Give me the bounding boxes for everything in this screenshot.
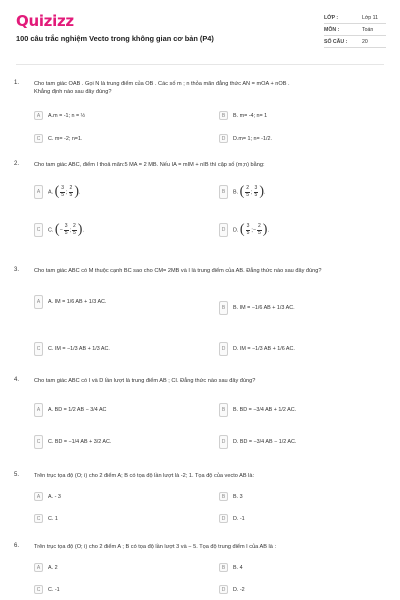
option-text: D.m= 1; n= -1/2. <box>233 135 272 142</box>
meta-value: 20 <box>362 38 368 45</box>
option-text: C. (− $\frac{3}{5}$ ; $\frac{2}{5}$ ). <box>48 222 84 237</box>
option-text <box>48 407 106 413</box>
numerator: 3 <box>246 223 250 229</box>
option-label: A. <box>48 407 54 413</box>
option-key: A <box>34 403 43 417</box>
option-b[interactable] <box>219 403 296 417</box>
option-label: B. <box>233 189 239 196</box>
option-key: D <box>219 134 228 143</box>
option-key: C <box>34 342 43 356</box>
option-key: A <box>34 111 43 120</box>
option-text: A.m = -1; n = ½ <box>48 112 86 119</box>
sign: − <box>252 227 257 234</box>
option-key: B <box>219 301 228 315</box>
numerator: 2 <box>258 223 261 229</box>
option-text <box>233 439 296 445</box>
option-text: B. 3 <box>233 493 243 500</box>
numerator: 3 <box>64 223 68 229</box>
paren-open: ( <box>54 184 60 199</box>
fraction <box>246 224 251 236</box>
meta-value: Toán <box>362 26 374 33</box>
option-expression: BD = 1/2 AB − 3/4 AC <box>54 407 107 413</box>
option-d[interactable] <box>219 514 245 523</box>
question-text-line: Khẳng định nào sau đây đúng? <box>34 89 112 95</box>
option-label: D. <box>233 439 239 445</box>
option-b[interactable] <box>219 301 295 315</box>
option-b[interactable] <box>219 185 266 199</box>
option-c[interactable] <box>34 435 111 449</box>
option-key: C <box>34 223 43 237</box>
option-text: C. 1 <box>48 515 58 522</box>
question-text-line: Trên trục tọa độ (O; i) cho 2 điểm A ; B có tọa độ lần lượt 3 và − 5. Tọa độ trung điểm I của AB là : <box>34 544 277 550</box>
question-2 <box>14 161 386 256</box>
fraction <box>257 224 262 236</box>
quizizz-logo[interactable]: Quizizz <box>16 12 74 30</box>
option-d[interactable] <box>219 223 269 237</box>
question-6 <box>14 543 386 600</box>
paren-open: ( <box>239 184 245 199</box>
question-3 <box>14 267 386 367</box>
option-text: C. m= -2; n=1. <box>48 135 83 142</box>
option-d[interactable] <box>219 585 245 594</box>
option-key: A <box>34 563 43 572</box>
option-text <box>48 299 106 305</box>
question-number: 3. <box>14 267 20 273</box>
option-label: B. <box>233 305 239 311</box>
option-expression: IM = −1/3 AB + 1/6 AC. <box>239 346 295 352</box>
question-text <box>34 377 374 385</box>
paren-close: ) <box>77 222 83 237</box>
option-c[interactable] <box>34 585 60 594</box>
option-key: D <box>219 435 228 449</box>
meta-key: SỐ CÂU : <box>324 38 348 45</box>
option-label: A. <box>48 299 54 305</box>
option-c[interactable] <box>34 134 82 143</box>
denominator: 5 <box>69 191 73 198</box>
denominator: 5 <box>61 191 65 198</box>
option-text: D. -2 <box>233 586 245 593</box>
meta-value: Lớp 11 <box>362 14 378 21</box>
question-text <box>34 472 374 480</box>
option-label: C. <box>48 346 54 352</box>
option-text <box>48 346 110 352</box>
question-text-line: Cho tam giác ABC, điểm I thoả mãn:5 MA = 2 MB. Nếu IA = mIM + nIB thì cặp số (m;n) bằng: <box>34 162 265 168</box>
meta-info-box <box>324 12 386 48</box>
question-text <box>34 267 374 275</box>
paren-close: ) <box>262 222 268 237</box>
document-title: 100 câu trắc nghiệm Vecto trong không gian cơ bản (P4) <box>16 34 214 43</box>
option-key: C <box>34 514 43 523</box>
question-text-line: Cho tam giác OAB . Gọi N là trung điểm của OB . Các số m ; n thỏa mãn đẳng thức AN = mOA + nOB . <box>34 81 290 87</box>
option-text <box>233 346 295 352</box>
question-number: 6. <box>14 543 20 549</box>
option-d[interactable] <box>219 342 295 356</box>
option-expression: IM = −1/3 AB + 1/3 AC. <box>54 346 110 352</box>
meta-row-count <box>324 36 386 48</box>
option-d[interactable] <box>219 435 296 449</box>
option-label: D. <box>233 346 239 352</box>
option-key: D <box>219 342 228 356</box>
option-text: B. m= -4; n= 1 <box>233 112 268 119</box>
option-key: D <box>219 514 228 523</box>
option-text <box>233 407 296 413</box>
option-key: D <box>219 223 228 237</box>
denominator: 5 <box>73 229 76 236</box>
option-a[interactable] <box>34 111 85 120</box>
option-key: A <box>34 295 43 309</box>
numerator: 2 <box>246 185 250 191</box>
question-1 <box>14 80 386 150</box>
option-text: D. ( $\frac{3}{5}$ ;− $\frac{2}{5}$ ). <box>233 222 269 237</box>
option-key: A <box>34 492 43 501</box>
fraction <box>69 186 74 198</box>
option-label: C. <box>48 227 54 234</box>
option-c[interactable] <box>34 342 110 356</box>
option-text: A. - 3 <box>48 493 61 500</box>
denominator: 5 <box>258 229 261 236</box>
option-b[interactable] <box>219 111 267 120</box>
option-b[interactable] <box>219 492 243 501</box>
question-text-line: Trên trục tọa độ (O; i) cho 2 điểm A; B có tọa độ lần lượt là -2; 1. Tọa độ của vecto AB là: <box>34 473 255 479</box>
numerator: 2 <box>69 185 73 191</box>
sign: − <box>59 227 63 234</box>
option-key: B <box>219 492 228 501</box>
option-key: B <box>219 111 228 120</box>
numerator: 2 <box>73 223 76 229</box>
denominator: 5 <box>254 191 258 198</box>
question-number: 1. <box>14 80 20 86</box>
option-label: A. <box>48 189 54 196</box>
fraction <box>64 224 69 236</box>
fraction <box>254 186 259 198</box>
question-4 <box>14 377 386 462</box>
question-number: 4. <box>14 377 20 383</box>
option-text <box>233 305 295 311</box>
question-text-line: Cho tam giác ABC có I và D lần lượt là trung điểm AB ; CI. Đẳng thức nào sau đây đúng? <box>34 378 256 384</box>
option-c[interactable] <box>34 514 58 523</box>
question-5 <box>14 472 386 532</box>
option-expression: BD = −3/4 AB − 1/2 AC. <box>239 439 297 445</box>
question-number: 2. <box>14 161 20 167</box>
option-b[interactable] <box>219 563 243 572</box>
option-expression: IM = −1/6 AB + 1/3 AC. <box>239 305 295 311</box>
option-key: D <box>219 585 228 594</box>
numerator: 3 <box>61 185 65 191</box>
option-text: B. 4 <box>233 564 243 571</box>
option-expression: BD = −1/4 AB + 3/2 AC. <box>54 439 112 445</box>
option-d[interactable] <box>219 134 272 143</box>
option-expression: IM = 1/6 AB + 1/3 AC. <box>54 299 107 305</box>
option-key: C <box>34 585 43 594</box>
option-c[interactable] <box>34 223 84 237</box>
option-key: C <box>34 134 43 143</box>
question-text <box>34 161 374 169</box>
option-a[interactable] <box>34 492 61 501</box>
option-text <box>48 439 111 445</box>
option-expression: BD = −3/4 AB + 1/2 AC. <box>239 407 297 413</box>
question-text-line: Cho tam giác ABC có M thuộc cạnh BC sao cho CM= 2MB và I là trung điểm của AB. Đẳng thức nào sau đây đúng? <box>34 268 322 274</box>
numerator: 3 <box>254 185 258 191</box>
meta-row-class <box>324 12 386 24</box>
paren-open: ( <box>239 222 245 237</box>
option-text: B. ( $\frac{2}{5}$ ; $\frac{3}{5}$ ). <box>233 184 266 199</box>
option-a[interactable] <box>34 563 58 572</box>
meta-key: LỚP : <box>324 14 339 21</box>
option-key: A <box>34 185 43 199</box>
question-text <box>34 543 374 551</box>
option-key: B <box>219 403 228 417</box>
option-text: A. 2 <box>48 564 58 571</box>
option-text: A. ( $\frac{3}{5}$ ; $\frac{2}{5}$ ). <box>48 184 81 199</box>
paren-close: ) <box>259 184 264 199</box>
paren-open: ( <box>54 222 60 237</box>
option-text: C. -1 <box>48 586 60 593</box>
option-label: D. <box>233 227 239 234</box>
fraction <box>72 224 77 236</box>
question-number: 5. <box>14 472 20 478</box>
paren-close: ) <box>74 184 79 199</box>
option-label: B. <box>233 407 239 413</box>
option-a[interactable] <box>34 185 81 199</box>
header-divider <box>16 64 384 65</box>
option-key: B <box>219 563 228 572</box>
fraction <box>245 186 250 198</box>
denominator: 5 <box>246 229 250 236</box>
meta-row-subject <box>324 24 386 36</box>
option-text: D. -1 <box>233 515 245 522</box>
denominator: 5 <box>64 229 68 236</box>
option-label: C. <box>48 439 54 445</box>
option-a[interactable] <box>34 403 106 417</box>
fraction <box>60 186 65 198</box>
option-key: B <box>219 185 228 199</box>
denominator: 5 <box>246 191 250 198</box>
question-text <box>34 80 374 96</box>
meta-key: MÔN : <box>324 26 340 33</box>
option-a[interactable] <box>34 295 106 309</box>
option-key: C <box>34 435 43 449</box>
